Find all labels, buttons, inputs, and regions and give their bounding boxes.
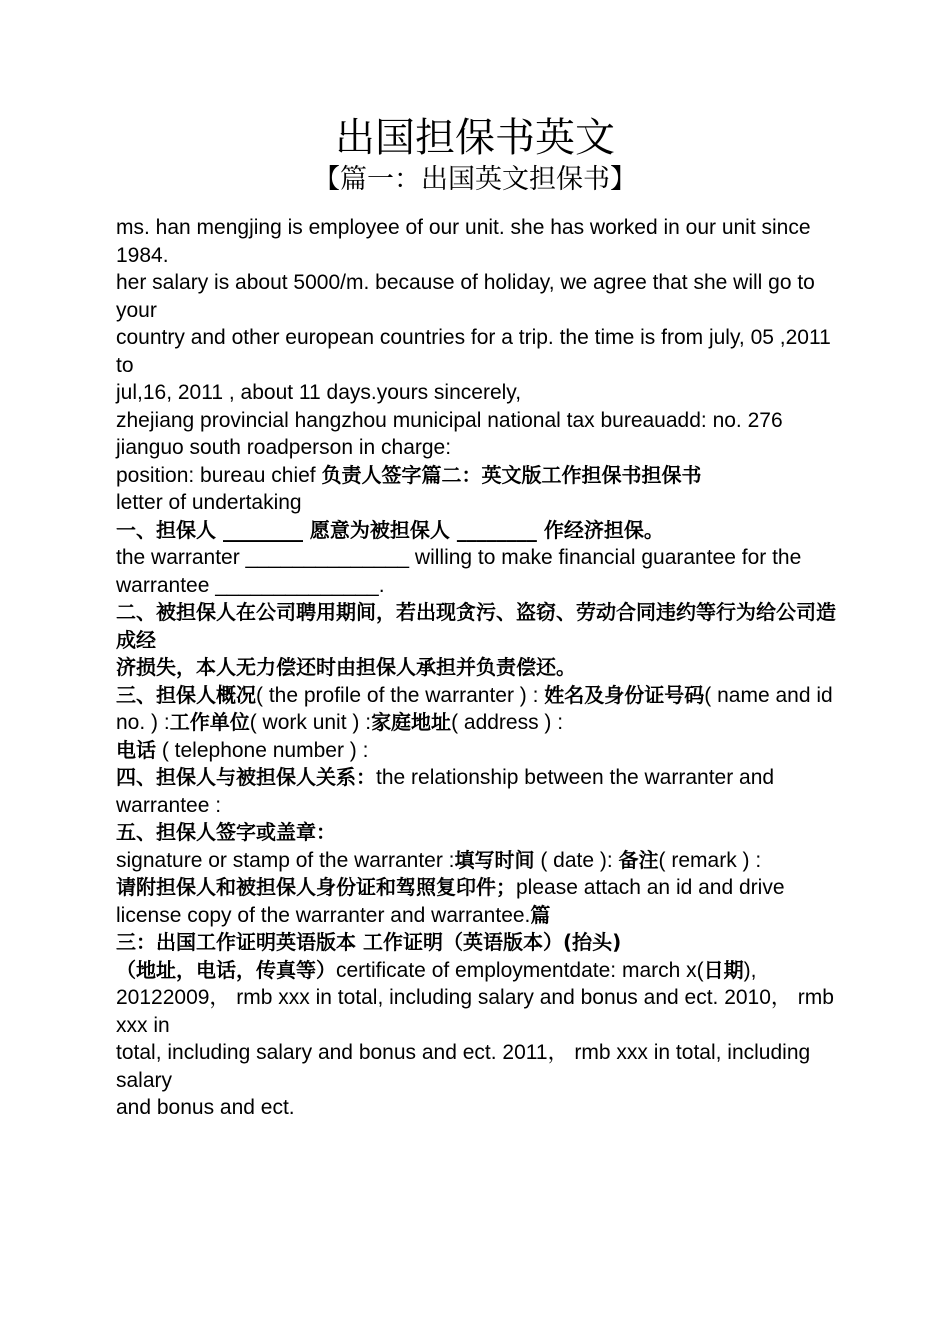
signature-line: [116, 847, 840, 875]
date-en: ( date ):: [534, 848, 619, 872]
work-unit-label: 工作单位: [169, 710, 250, 734]
clause-four: [116, 764, 840, 819]
signature-en: signature or stamp of the warranter :: [116, 848, 455, 872]
header-contact: （地址，电话，传真等）: [116, 957, 336, 982]
clause-three: [116, 682, 840, 737]
clause-four-en: the relationship between the warranter and warrantee :: [116, 766, 775, 817]
name-id-en: ( name and id no. ) :: [116, 683, 833, 734]
income-cont: total, including salary and bonus and ect. 2011， rmb xxx in total, including salary: [116, 1041, 811, 1092]
paragraph-undertaking: letter of undertaking: [116, 491, 302, 514]
paragraph-dates: jul,16, 2011 , about 11 days.yours sincerely,: [116, 381, 522, 404]
income-end: and bonus and ect.: [116, 1096, 295, 1119]
clause-three-phone: [116, 737, 840, 765]
clause-one: 一、担保人 ________ 愿意为被担保人 ________ 作经济担保。: [116, 517, 664, 542]
paragraph-trip: country and other european countries for a trip. the time is from july, 05 ,2011 to: [116, 326, 831, 377]
section-three-prefix: 篇: [530, 902, 551, 927]
clause-one-english: the warranter ______________ willing to make financial guarantee for the: [116, 546, 802, 569]
paragraph-bureau: zhejiang provincial hangzhou municipal national tax bureauadd: no. 276 jianguo south roadperson in charge:: [116, 408, 783, 459]
clause-three-en: ( the profile of the warranter ) :: [256, 683, 545, 707]
attachment-en: please attach an id and drive license copy of the warranter and warrantee.: [116, 876, 785, 927]
date-label: 填写时间: [454, 847, 535, 872]
attachment-note: [116, 874, 840, 929]
clause-two: 二、被担保人在公司聘用期间，若出现贪污、盗窃、劳动合同违约等行为给公司造成经: [116, 600, 836, 652]
remark-en: ( remark ) :: [658, 848, 762, 872]
attachment-cn: 请附担保人和被担保人身份证和驾照复印件；: [116, 875, 516, 899]
clause-two-cont: 济损失，本人无力偿还时由担保人承担并负责偿还。: [116, 655, 576, 679]
section-three: [116, 929, 840, 1039]
remark-label: 备注: [618, 847, 659, 872]
paragraph-position: [116, 462, 840, 490]
document-body: [116, 214, 840, 1122]
certificate-text: certificate of employmentdate: march x(: [336, 958, 704, 982]
paragraph-salary: her salary is about 5000/m. because of holiday, we agree that she will go to your: [116, 271, 815, 322]
paragraph-employee: ms. han mengjing is employee of our unit. she has worked in our unit since 1984.: [116, 216, 811, 267]
name-id-label: 姓名及身份证号码: [544, 682, 705, 707]
date-cn: 日期: [703, 957, 744, 982]
address-label: 家庭地址: [371, 710, 452, 734]
income-text: ), 20122009， rmb xxx in total, including salary and bonus and ect. 2010， rmb xxx in: [116, 958, 834, 1037]
work-unit-en: ( work unit ) :: [249, 711, 372, 734]
clause-one-warrantee: warrantee ______________.: [116, 573, 385, 597]
clause-four-heading: 四、担保人与被担保人关系：: [116, 765, 376, 789]
section-three-heading: 三：出国工作证明英语版本 工作证明（英语版本）(抬头): [116, 930, 622, 954]
phone-label: 电话: [116, 737, 156, 762]
document-subtitle: 【篇一：出国英文担保书】: [313, 164, 637, 195]
address-en: ( address ) :: [451, 711, 564, 734]
position-text: position: bureau chief: [116, 463, 322, 487]
clause-five: 五、担保人签字或盖章：: [116, 820, 336, 844]
clause-three-heading: 三、担保人概况: [116, 682, 256, 707]
section-two-heading: 负责人签字篇二：英文版工作担保书担保书: [321, 462, 702, 487]
phone-en: ( telephone number ) :: [156, 738, 369, 762]
document-title: 出国担保书英文: [335, 115, 615, 161]
